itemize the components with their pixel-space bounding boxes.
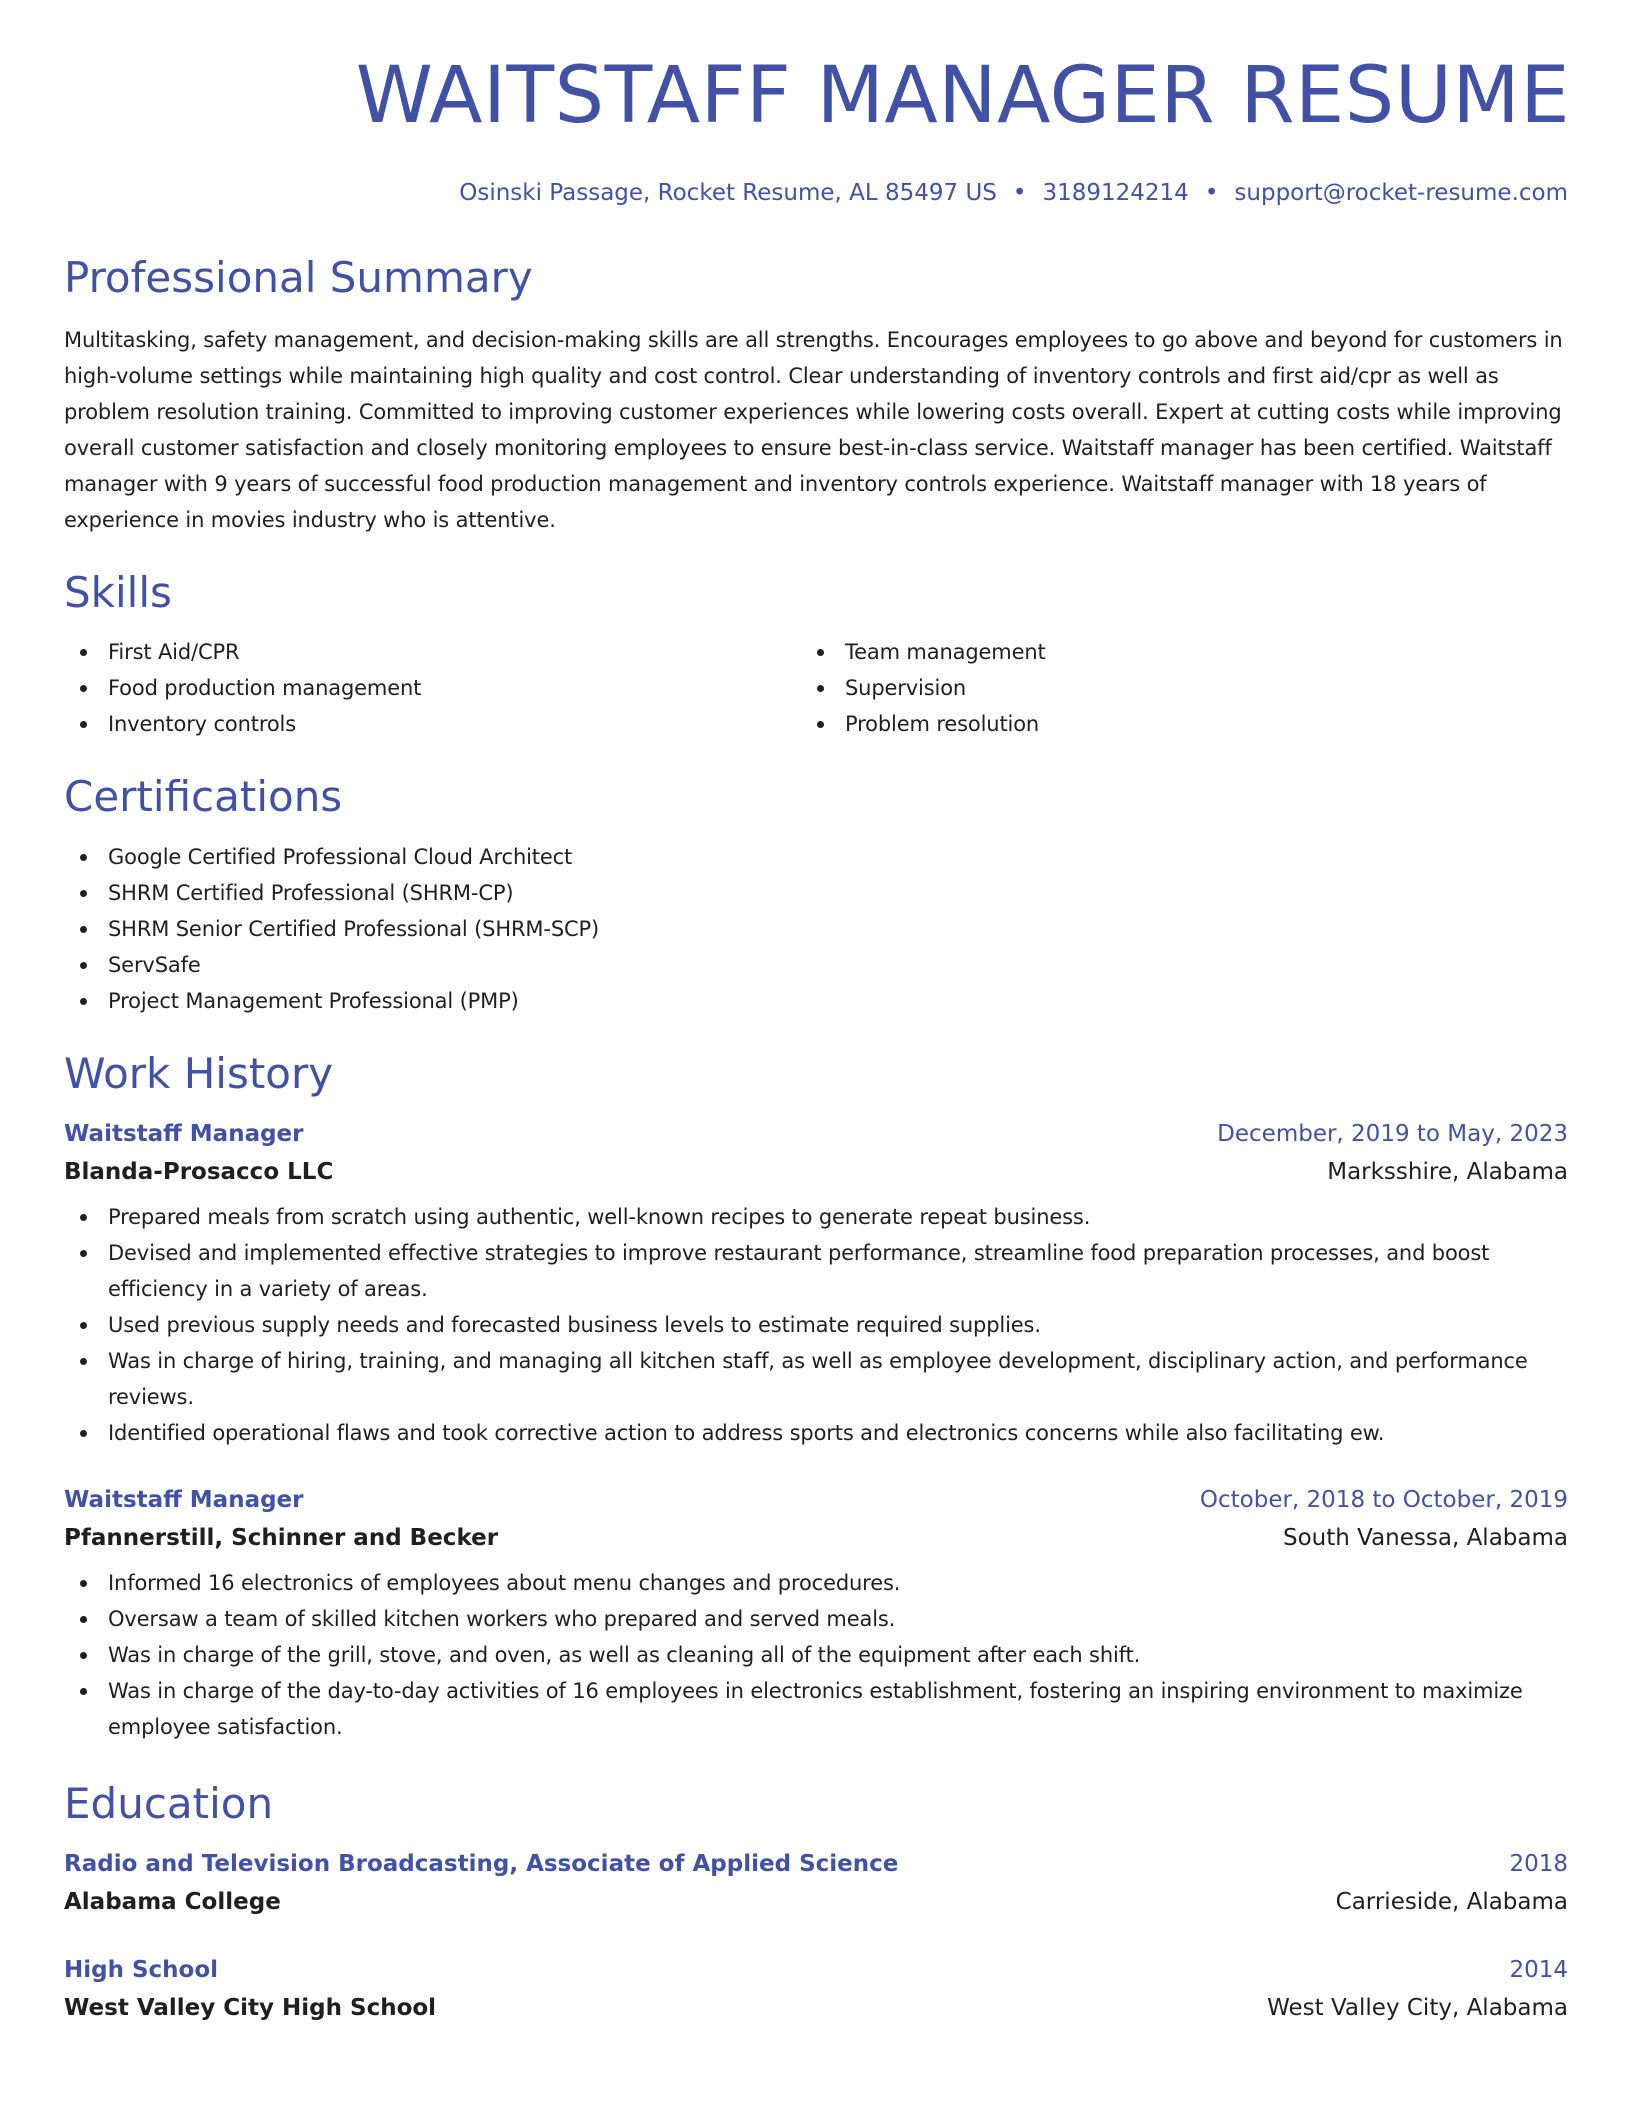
skills-list-left bbox=[64, 634, 801, 742]
skills-list-right bbox=[801, 634, 1538, 742]
skills-columns bbox=[64, 634, 1568, 742]
job-subheader bbox=[64, 1525, 1568, 1551]
job-entry bbox=[64, 1487, 1568, 1745]
job-role: Waitstaff Manager bbox=[64, 1486, 304, 1513]
job-dates: December, 2019 to May, 2023 bbox=[1217, 1120, 1568, 1147]
contact-separator: • bbox=[1204, 179, 1219, 206]
education-school: Alabama College bbox=[64, 1889, 281, 1916]
education-location: Carrieside, Alabama bbox=[1335, 1889, 1568, 1916]
job-duty: Identified operational flaws and took corrective action to address sports and electronics concerns while also facilitating ew. bbox=[64, 1415, 1568, 1451]
job-duty: Devised and implemented effective strategies to improve restaurant performance, streamline food preparation processes, and boost efficiency in a variety of areas. bbox=[64, 1235, 1568, 1307]
certification-item: SHRM Certified Professional (SHRM-CP) bbox=[64, 875, 1568, 911]
job-company: Pfannerstill, Schinner and Becker bbox=[64, 1524, 499, 1551]
job-subheader bbox=[64, 1159, 1568, 1185]
job-header bbox=[64, 1121, 1568, 1147]
contact-address: Osinski Passage, Rocket Resume, AL 85497 US bbox=[459, 179, 997, 206]
education-degree: Radio and Television Broadcasting, Associate of Applied Science bbox=[64, 1851, 899, 1878]
education-degree: High School bbox=[64, 1957, 219, 1984]
education-heading: Education bbox=[64, 1778, 274, 1828]
job-duties bbox=[64, 1565, 1568, 1745]
summary-text: Multitasking, safety management, and decision-making skills are all strengths. Encourages employees to go above and beyond for customers in high-volume settings while maintaining high quality and cost control. Clear understanding of inventory controls and first aid/cpr as well as problem resolution training. Committed to improving customer experiences while lowering costs overall. Expert at cutting costs while improving overall customer satisfaction and closely monitoring employees to ensure best-in-class service. Waitstaff manager has been certified. Waitstaff manager with 9 years of successful food production management and inventory controls experience. Waitstaff manager with 18 years of experience in movies industry who is attentive. bbox=[64, 327, 1563, 532]
job-header bbox=[64, 1487, 1568, 1513]
certifications-heading: Certifications bbox=[64, 772, 343, 822]
education-location: West Valley City, Alabama bbox=[1267, 1995, 1568, 2022]
job-dates: October, 2018 to October, 2019 bbox=[1199, 1486, 1568, 1513]
work-history-heading: Work History bbox=[64, 1048, 334, 1098]
education-entry bbox=[64, 1851, 1568, 1915]
job-location: Marksshire, Alabama bbox=[1327, 1158, 1568, 1185]
job-role: Waitstaff Manager bbox=[64, 1120, 304, 1147]
contact-line bbox=[64, 180, 1568, 208]
job-duty: Used previous supply needs and forecasted business levels to estimate required supplies. bbox=[64, 1307, 1568, 1343]
job-company: Blanda-Prosacco LLC bbox=[64, 1158, 334, 1185]
education-header bbox=[64, 1851, 1568, 1877]
certification-item: Project Management Professional (PMP) bbox=[64, 983, 1568, 1019]
contact-phone[interactable]: 3189124214 bbox=[1042, 179, 1189, 206]
job-duty: Oversaw a team of skilled kitchen workers who prepared and served meals. bbox=[64, 1601, 1568, 1637]
skills-heading: Skills bbox=[64, 567, 172, 617]
job-duty: Was in charge of the grill, stove, and oven, as well as cleaning all of the equipment after each shift. bbox=[64, 1637, 1568, 1673]
job-duty: Was in charge of the day-to-day activities of 16 employees in electronics establishment, fostering an inspiring environment to maximize employee satisfaction. bbox=[64, 1673, 1568, 1745]
job-duties bbox=[64, 1199, 1568, 1451]
resume-title: WAITSTAFF MANAGER RESUME bbox=[355, 51, 1570, 141]
certification-item: SHRM Senior Certified Professional (SHRM-SCP) bbox=[64, 911, 1568, 947]
job-duty: Informed 16 electronics of employees about menu changes and procedures. bbox=[64, 1565, 1568, 1601]
education-year: 2018 bbox=[1509, 1851, 1568, 1878]
education-header bbox=[64, 1957, 1568, 1983]
skill-item: Food production management bbox=[64, 670, 801, 706]
contact-separator: • bbox=[1012, 179, 1027, 206]
job-duty: Prepared meals from scratch using authentic, well-known recipes to generate repeat business. bbox=[64, 1199, 1568, 1235]
skill-item: Problem resolution bbox=[801, 706, 1538, 742]
skill-item: Supervision bbox=[801, 670, 1538, 706]
skill-item: Inventory controls bbox=[64, 706, 801, 742]
certifications-list bbox=[64, 839, 1568, 1019]
education-school: West Valley City High School bbox=[64, 1995, 437, 2022]
skill-item: Team management bbox=[801, 634, 1538, 670]
education-entry bbox=[64, 1957, 1568, 2021]
certification-item: ServSafe bbox=[64, 947, 1568, 983]
job-duty: Was in charge of hiring, training, and managing all kitchen staff, as well as employee development, disciplinary action, and performance reviews. bbox=[64, 1343, 1568, 1415]
education-subheader bbox=[64, 1889, 1568, 1915]
education-subheader bbox=[64, 1995, 1568, 2021]
skill-item: First Aid/CPR bbox=[64, 634, 801, 670]
job-entry bbox=[64, 1121, 1568, 1451]
education-year: 2014 bbox=[1509, 1957, 1568, 1984]
contact-email[interactable]: support@rocket-resume.com bbox=[1234, 179, 1568, 206]
summary-heading: Professional Summary bbox=[64, 253, 533, 303]
job-location: South Vanessa, Alabama bbox=[1282, 1524, 1568, 1551]
certification-item: Google Certified Professional Cloud Architect bbox=[64, 839, 1568, 875]
